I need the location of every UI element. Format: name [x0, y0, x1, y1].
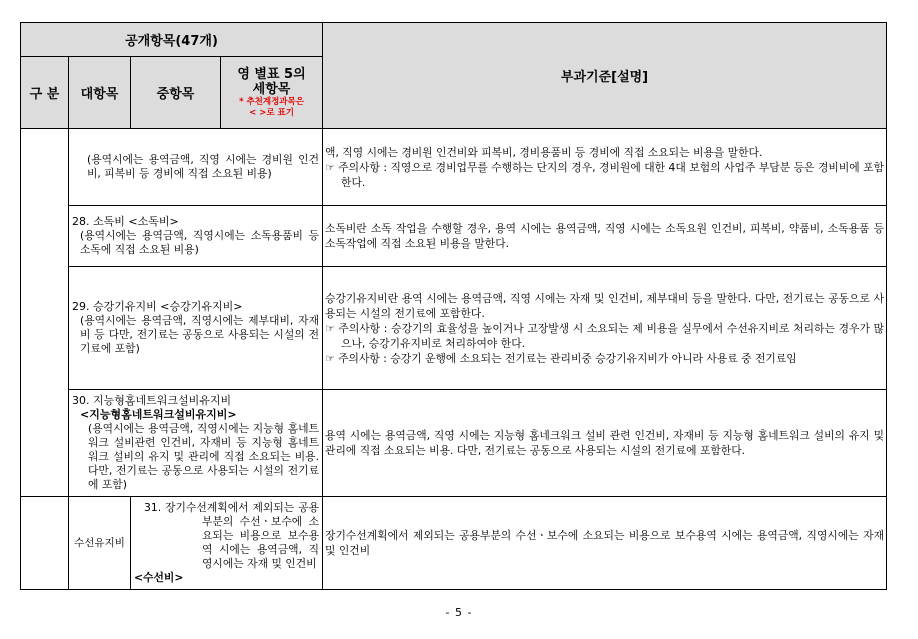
row2-item-text: (용역시에는 용역금액, 직영시에는 소독용품비 등 소독에 직접 소요된 비용) [80, 229, 320, 256]
row3-desc-text: 승강기유지비란 용역 시에는 용역금액, 직영 시에는 자재 및 인건비, 제부대비 등을 말한다. 다만, 전기료는 공동으로 사용되는 시설의 전기료에 포함한다. [325, 291, 885, 320]
fee-criteria-table-page [20, 22, 886, 590]
row3-title: 29. 승강기유지비 <승강기유지비> [72, 300, 243, 313]
major-item-header: 대항목 [69, 57, 131, 129]
row5-title: 31. 장기수선계획에서 제외되는 공용부분의 수선ㆍ보수에 소요되는 비용으로 보수용역 시에는 용역금액, 직영시에는 자재 및 인건비 [144, 501, 320, 570]
group-title-header: 공개항목(47개) [21, 23, 323, 57]
row-item-cell [69, 390, 323, 497]
detail-header-line1: 영 별표 5의 [237, 66, 306, 82]
detail-item-header [221, 57, 323, 129]
row3-note-2: ☞ 주의사항 : 승강기 운행에 소요되는 전기료는 관리비중 승강기유지비가 아니라 사용료 중 전기료임 [325, 351, 797, 365]
gubun-cell [21, 129, 69, 497]
row1-note-1: ☞ 주의사항 : 직영으로 경비업무를 수행하는 단지의 경우, 경비원에 대한 4대 보험의 사업주 부담분 등은 경비비에 포함한다. [325, 160, 885, 189]
gubun-cell [21, 497, 69, 590]
major-item-repair: 수선유지비 [69, 497, 131, 590]
row-desc-cell [323, 206, 887, 267]
row-item-cell [131, 497, 323, 590]
row4-item-text: (용역시에는 용역금액, 직영시에는 지능형 홈네트워크 설비관련 인건비, 자재비 등 지능형 홈네트워크 설비의 유지 및 관리에 직접 소요되는 비용. 다만, 전기료는 공동으로 사용되는 시설의 전기료에 포함) [88, 422, 320, 491]
row4-title: 30. 지능형홈네트워크설비유지비 [72, 394, 232, 407]
row-item-cell [69, 206, 323, 267]
criteria-header: 부과기준[설명] [323, 23, 887, 129]
row5-subtitle: <수선비> [134, 571, 184, 584]
row5-desc-text: 장기수선계획에서 제외되는 공용부분의 수선ㆍ보수에 소요되는 비용으로 보수용역 시에는 용역금액, 직영시에는 자재 및 인건비 [325, 529, 885, 557]
row-desc-cell [323, 267, 887, 390]
row-item-cell [69, 129, 323, 206]
detail-header-line2: 세항목 [252, 81, 291, 97]
detail-header-note-line2: < >로 표기 [249, 107, 294, 118]
row4-subtitle: <지능형홈네트워크설비유지비> [80, 408, 237, 421]
row-desc-cell [323, 129, 887, 206]
gubun-header: 구 분 [21, 57, 69, 129]
page-number: - 5 - [445, 606, 473, 619]
row2-desc-text: 소독비란 소독 작업을 수행할 경우, 용역 시에는 용역금액, 직영 시에는 소독요원 인건비, 피복비, 약품비, 소독용품 등 소독작업에 직접 소요된 비용을 말한다. [325, 222, 885, 250]
row1-desc-text: 액, 직영 시에는 경비원 인건비와 피복비, 경비용품비 등 경비에 직접 소요되는 비용을 말한다. [325, 145, 763, 159]
row2-title: 28. 소독비 <소독비> [72, 215, 179, 228]
detail-header-note-line1: * 추천계정과목은 [239, 96, 304, 107]
row-desc-cell [323, 497, 887, 590]
row-desc-cell [323, 390, 887, 497]
row4-desc-text: 용역 시에는 용역금액, 직영 시에는 지능형 홈네크워크 설비 관련 인건비, 자재비 등 지능형 홈네트워크 설비의 유지 및 관리에 직접 소요되는 비용. 다만, 전기료는 공동으로 사용되는 시설의 전기료에 포함한다. [325, 429, 885, 457]
row1-item-text: (용역시에는 용역금액, 직영 시에는 경비원 인건비, 피복비 등 경비에 직접 소요된 비용) [87, 153, 320, 180]
row3-item-text: (용역시에는 용역금액, 직영시에는 제부대비, 자재비 등 다만, 전기료는 공동으로 사용되는 시설의 전기료에 포함) [80, 314, 320, 355]
row3-note-1: ☞ 주의사항 : 승강기의 효율성을 높이거나 고장발생 시 소요되는 제 비용을 실무에서 수선유지비로 처리하는 경우가 많으나, 승강기유지비로 처리하여야 한다. [325, 321, 885, 350]
row-item-cell [69, 267, 323, 390]
fee-criteria-table [20, 22, 887, 590]
mid-item-header: 중항목 [131, 57, 221, 129]
